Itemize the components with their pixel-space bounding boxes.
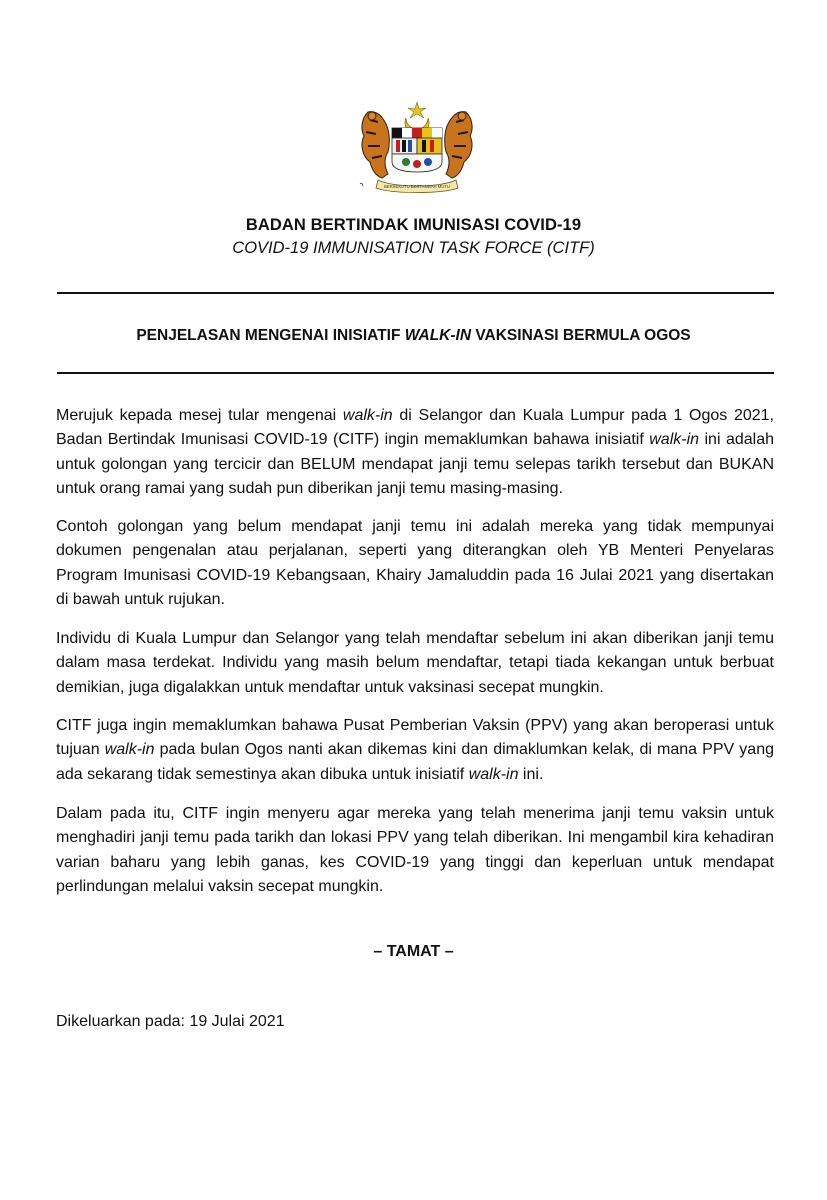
paragraph-4-text-c: ini. [518, 765, 544, 783]
document-title [0, 327, 827, 345]
paragraph-3: Individu di Kuala Lumpur dan Selangor yang telah mendaftar sebelum ini akan diberikan janji temu dalam masa terdekat. Individu yang masih belum mendaftar, tetapi tiada kekangan untuk berbuat demikian, juga digalakkan untuk mendaftar untuk vaksinasi secepat mungkin. [56, 630, 774, 696]
paragraph-4-text-a: CITF juga ingin memaklumkan bahawa Pusat Pemberian Vaksin (PPV) yang akan beroperasi untuk tujuan [56, 717, 774, 759]
shield [392, 128, 442, 172]
right-tiger [445, 112, 472, 178]
left-tiger [362, 112, 389, 178]
end-mark: – TAMAT – [373, 943, 454, 960]
divider-bottom [57, 372, 774, 374]
paragraph-1-text-c: ini adalah untuk golongan yang tercicir dan BELUM mendapat janji temu selepas tarikh tersebut dan BUKAN untuk orang ramai yang sudah pun diberikan janji temu masing-masing. [56, 431, 774, 497]
issued-date: Dikeluarkan pada: 19 Julai 2021 [56, 1013, 285, 1030]
motto-scroll [376, 180, 458, 193]
paragraph-1-emphasis-b: walk-in [649, 431, 700, 449]
paragraph-4 [56, 714, 774, 787]
paragraph-1 [56, 404, 774, 501]
title-text-after: VAKSINASI BERMULA OGOS [471, 327, 691, 344]
paragraph-1-text-a: Merujuk kepada mesej tular mengenai [56, 407, 343, 424]
paragraph-1-emphasis-a: walk-in [342, 407, 393, 424]
title-emphasis: WALK-IN [404, 327, 472, 344]
svg-text:BERSEKUTU BERTAMBAH MUTU: BERSEKUTU BERTAMBAH MUTU [384, 184, 450, 189]
malaysia-coat-of-arms-icon [354, 100, 480, 196]
paragraph-5: Dalam pada itu, CITF ingin menyeru agar mereka yang telah menerima janji temu vaksin untuk menghadiri janji temu pada tarikh dan lokasi PPV yang telah diberikan. Ini mengambil kira kehadiran varian baharu yang lebih ganas, kes COVID-19 yang tinggi dan keperluan untuk mendapat perlindungan melalui vaksin secepat mungkin. [56, 805, 774, 895]
org-name-malay: BADAN BERTINDAK IMUNISASI COVID-19 [245, 216, 582, 234]
paragraph-2: Contoh golongan yang belum mendapat janji temu ini adalah mereka yang tidak mempunyai dokumen pengenalan atau perjalanan, seperti yang diterangkan oleh YB Menteri Penyelaras Program Imunisasi COVID-19 Kebangsaan, Khairy Jamaluddin pada 16 Julai 2021 yang disertakan di bawah untuk rujukan. [56, 518, 774, 608]
divider-top [57, 292, 774, 294]
paragraph-4-emphasis-a: walk-in [104, 741, 155, 759]
paragraph-1-text-b: di Selangor dan Kuala Lumpur pada 1 Ogos 2021, Badan Bertindak Imunisasi COVID-19 (CITF) ingin memaklumkan bahawa inisiatif [56, 407, 775, 449]
org-name-english: COVID-19 IMMUNISATION TASK FORCE (CITF) [232, 239, 595, 257]
title-text-before: PENJELASAN MENGENAI INISIATIF [136, 327, 405, 344]
paragraph-4-text-b: pada bulan Ogos nanti akan dikemas kini dan dimaklumkan kelak, di mana PPV yang ada sekarang tidak semestinya akan dibuka untuk inisiatif [56, 741, 774, 783]
paragraph-4-emphasis-b: walk-in [468, 765, 519, 783]
